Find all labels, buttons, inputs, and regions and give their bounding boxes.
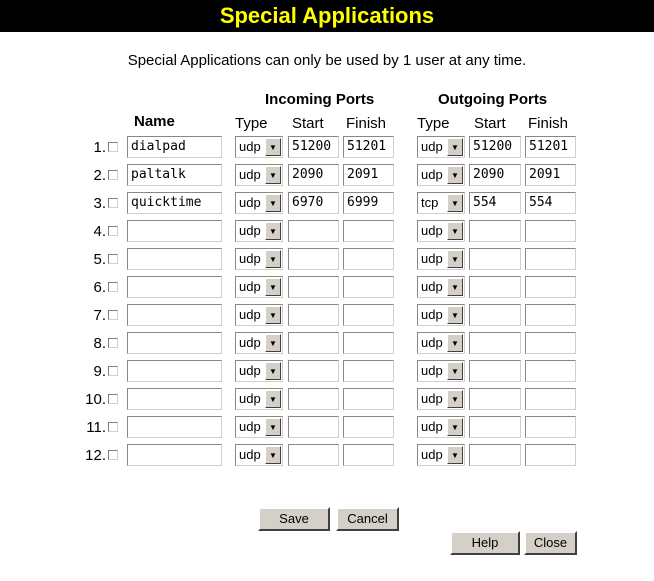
outgoing-type-value: udp — [421, 419, 443, 434]
row-enable-checkbox[interactable] — [108, 142, 118, 152]
dropdown-arrow-icon: ▼ — [265, 446, 281, 464]
incoming-type-select[interactable] — [235, 304, 283, 326]
outgoing-start-header: Start — [474, 115, 506, 132]
outgoing-type-value: udp — [421, 139, 443, 154]
incoming-start-input[interactable] — [288, 304, 339, 326]
outgoing-finish-input[interactable] — [525, 248, 576, 270]
row-number: 12. — [85, 447, 106, 464]
outgoing-type-value: tcp — [421, 195, 439, 210]
incoming-type-select[interactable] — [235, 164, 283, 186]
row-enable-checkbox[interactable] — [108, 366, 118, 376]
outgoing-type-value: udp — [421, 307, 443, 322]
dropdown-arrow-icon: ▼ — [447, 418, 463, 436]
dropdown-arrow-icon: ▼ — [265, 222, 281, 240]
outgoing-ports-header: Outgoing Ports — [438, 91, 548, 108]
usage-note: Special Applications can only be used by 1 user at any time. — [127, 52, 527, 69]
title-bar — [0, 0, 654, 32]
outgoing-start-input[interactable] — [469, 332, 521, 354]
outgoing-type-select[interactable] — [417, 164, 465, 186]
outgoing-start-input[interactable] — [469, 220, 521, 242]
outgoing-finish-input[interactable] — [525, 304, 576, 326]
name-input[interactable] — [127, 304, 222, 326]
dropdown-arrow-icon: ▼ — [265, 166, 281, 184]
table-row — [0, 192, 654, 216]
dropdown-arrow-icon: ▼ — [447, 138, 463, 156]
outgoing-finish-input[interactable]: 554 — [525, 192, 576, 214]
outgoing-finish-input[interactable] — [525, 276, 576, 298]
name-input[interactable] — [127, 332, 222, 354]
incoming-type-header: Type — [235, 115, 268, 132]
name-input[interactable] — [127, 388, 222, 410]
dropdown-arrow-icon: ▼ — [265, 138, 281, 156]
outgoing-start-input[interactable] — [469, 276, 521, 298]
outgoing-type-value: udp — [421, 223, 443, 238]
outgoing-finish-input[interactable] — [525, 220, 576, 242]
row-number: 9. — [93, 363, 106, 380]
incoming-type-value: udp — [239, 279, 261, 294]
incoming-finish-input[interactable]: 6999 — [343, 192, 394, 214]
dropdown-arrow-icon: ▼ — [447, 166, 463, 184]
incoming-type-select[interactable] — [235, 332, 283, 354]
outgoing-start-input[interactable]: 51200 — [469, 136, 521, 158]
incoming-start-input[interactable] — [288, 332, 339, 354]
save-button[interactable]: Save — [258, 507, 330, 531]
incoming-finish-input[interactable] — [343, 444, 394, 466]
incoming-finish-input[interactable] — [343, 388, 394, 410]
outgoing-start-input[interactable]: 554 — [469, 192, 521, 214]
incoming-finish-input[interactable] — [343, 220, 394, 242]
dropdown-arrow-icon: ▼ — [447, 222, 463, 240]
name-input[interactable] — [127, 276, 222, 298]
incoming-finish-header: Finish — [346, 115, 387, 132]
outgoing-start-input[interactable] — [469, 248, 521, 270]
row-number: 6. — [93, 279, 106, 296]
incoming-start-header: Start — [292, 115, 324, 132]
incoming-type-select[interactable] — [235, 360, 283, 382]
outgoing-type-value: udp — [421, 447, 443, 462]
name-input[interactable] — [127, 220, 222, 242]
outgoing-type-select[interactable] — [417, 192, 465, 214]
outgoing-finish-input[interactable]: 2091 — [525, 164, 576, 186]
row-number: 11. — [86, 419, 106, 436]
outgoing-start-input[interactable] — [469, 388, 521, 410]
name-input[interactable]: quicktime — [127, 192, 222, 214]
incoming-start-input[interactable]: 2090 — [288, 164, 339, 186]
incoming-type-select[interactable] — [235, 220, 283, 242]
incoming-start-input[interactable] — [288, 444, 339, 466]
incoming-finish-input[interactable] — [343, 360, 394, 382]
table-row — [0, 388, 654, 412]
dropdown-arrow-icon: ▼ — [447, 334, 463, 352]
incoming-start-input[interactable] — [288, 388, 339, 410]
dropdown-arrow-icon: ▼ — [265, 418, 281, 436]
dropdown-arrow-icon: ▼ — [265, 362, 281, 380]
name-input[interactable]: paltalk — [127, 164, 222, 186]
outgoing-finish-input[interactable] — [525, 416, 576, 438]
outgoing-start-input[interactable] — [469, 304, 521, 326]
outgoing-start-input[interactable] — [469, 444, 521, 466]
dropdown-arrow-icon: ▼ — [265, 306, 281, 324]
name-input[interactable] — [127, 248, 222, 270]
row-enable-checkbox[interactable] — [108, 338, 118, 348]
incoming-start-input[interactable] — [288, 248, 339, 270]
incoming-type-value: udp — [239, 139, 261, 154]
incoming-type-value: udp — [239, 167, 261, 182]
incoming-type-value: udp — [239, 335, 261, 350]
incoming-start-input[interactable] — [288, 360, 339, 382]
outgoing-type-value: udp — [421, 391, 443, 406]
outgoing-type-header: Type — [417, 115, 450, 132]
outgoing-finish-input[interactable] — [525, 388, 576, 410]
row-number: 8. — [93, 335, 106, 352]
outgoing-finish-input[interactable] — [525, 444, 576, 466]
incoming-finish-input[interactable] — [343, 304, 394, 326]
incoming-finish-input[interactable] — [343, 276, 394, 298]
incoming-type-value: udp — [239, 307, 261, 322]
dropdown-arrow-icon: ▼ — [447, 250, 463, 268]
row-enable-checkbox[interactable] — [108, 282, 118, 292]
incoming-type-select[interactable] — [235, 416, 283, 438]
outgoing-type-value: udp — [421, 335, 443, 350]
row-number: 4. — [93, 223, 106, 240]
incoming-type-value: udp — [239, 419, 261, 434]
incoming-type-value: udp — [239, 195, 261, 210]
incoming-finish-input[interactable] — [343, 248, 394, 270]
row-enable-checkbox[interactable] — [108, 394, 118, 404]
incoming-start-input[interactable]: 51200 — [288, 136, 339, 158]
incoming-ports-header: Incoming Ports — [265, 91, 375, 108]
incoming-type-value: udp — [239, 447, 261, 462]
dropdown-arrow-icon: ▼ — [265, 390, 281, 408]
dropdown-arrow-icon: ▼ — [265, 334, 281, 352]
outgoing-type-select[interactable] — [417, 360, 465, 382]
incoming-finish-input[interactable] — [343, 416, 394, 438]
dropdown-arrow-icon: ▼ — [265, 278, 281, 296]
outgoing-type-select[interactable] — [417, 276, 465, 298]
outgoing-type-select[interactable] — [417, 416, 465, 438]
table-row — [0, 220, 654, 244]
row-number: 2. — [93, 167, 106, 184]
table-row — [0, 444, 654, 468]
dropdown-arrow-icon: ▼ — [447, 306, 463, 324]
name-input[interactable] — [127, 416, 222, 438]
page-title: Special Applications — [219, 3, 435, 28]
table-row — [0, 332, 654, 356]
incoming-type-value: udp — [239, 391, 261, 406]
table-row — [0, 416, 654, 440]
dropdown-arrow-icon: ▼ — [447, 194, 463, 212]
table-row — [0, 304, 654, 328]
row-enable-checkbox[interactable] — [108, 226, 118, 236]
row-number: 10. — [85, 391, 106, 408]
incoming-type-value: udp — [239, 363, 261, 378]
outgoing-type-select[interactable] — [417, 332, 465, 354]
incoming-finish-input[interactable]: 51201 — [343, 136, 394, 158]
incoming-start-input[interactable] — [288, 220, 339, 242]
incoming-start-input[interactable] — [288, 276, 339, 298]
outgoing-type-value: udp — [421, 251, 443, 266]
dropdown-arrow-icon: ▼ — [447, 446, 463, 464]
incoming-type-select[interactable] — [235, 192, 283, 214]
name-input[interactable]: dialpad — [127, 136, 222, 158]
table-row — [0, 136, 654, 160]
name-column-header: Name — [134, 113, 175, 130]
incoming-type-select[interactable] — [235, 248, 283, 270]
incoming-type-select[interactable] — [235, 444, 283, 466]
row-enable-checkbox[interactable] — [108, 254, 118, 264]
dropdown-arrow-icon: ▼ — [447, 362, 463, 380]
name-input[interactable] — [127, 360, 222, 382]
row-number: 7. — [93, 307, 106, 324]
incoming-start-input[interactable] — [288, 416, 339, 438]
outgoing-start-input[interactable] — [469, 360, 521, 382]
outgoing-start-input[interactable] — [469, 416, 521, 438]
row-number: 3. — [93, 195, 106, 212]
table-row — [0, 360, 654, 384]
incoming-type-value: udp — [239, 223, 261, 238]
name-input[interactable] — [127, 444, 222, 466]
incoming-type-select[interactable] — [235, 388, 283, 410]
close-button[interactable]: Close — [524, 531, 577, 555]
outgoing-type-value: udp — [421, 167, 443, 182]
incoming-finish-input[interactable] — [343, 332, 394, 354]
outgoing-finish-input[interactable]: 51201 — [525, 136, 576, 158]
outgoing-finish-header: Finish — [528, 115, 569, 132]
help-button[interactable]: Help — [450, 531, 520, 555]
dropdown-arrow-icon: ▼ — [265, 194, 281, 212]
row-number: 5. — [93, 251, 106, 268]
outgoing-type-value: udp — [421, 279, 443, 294]
outgoing-start-input[interactable]: 2090 — [469, 164, 521, 186]
outgoing-type-select[interactable] — [417, 388, 465, 410]
cancel-button[interactable]: Cancel — [336, 507, 399, 531]
row-enable-checkbox[interactable] — [108, 198, 118, 208]
row-enable-checkbox[interactable] — [108, 450, 118, 460]
incoming-type-value: udp — [239, 251, 261, 266]
row-enable-checkbox[interactable] — [108, 170, 118, 180]
outgoing-type-select[interactable] — [417, 444, 465, 466]
incoming-start-input[interactable]: 6970 — [288, 192, 339, 214]
table-row — [0, 248, 654, 272]
dropdown-arrow-icon: ▼ — [447, 390, 463, 408]
row-enable-checkbox[interactable] — [108, 310, 118, 320]
incoming-type-select[interactable] — [235, 136, 283, 158]
outgoing-type-select[interactable] — [417, 248, 465, 270]
outgoing-type-select[interactable] — [417, 220, 465, 242]
dropdown-arrow-icon: ▼ — [447, 278, 463, 296]
outgoing-finish-input[interactable] — [525, 360, 576, 382]
outgoing-type-value: udp — [421, 363, 443, 378]
row-number: 1. — [93, 139, 106, 156]
outgoing-finish-input[interactable] — [525, 332, 576, 354]
incoming-type-select[interactable] — [235, 276, 283, 298]
outgoing-type-select[interactable] — [417, 304, 465, 326]
table-row — [0, 164, 654, 188]
table-row — [0, 276, 654, 300]
incoming-finish-input[interactable]: 2091 — [343, 164, 394, 186]
outgoing-type-select[interactable] — [417, 136, 465, 158]
dropdown-arrow-icon: ▼ — [265, 250, 281, 268]
row-enable-checkbox[interactable] — [108, 422, 118, 432]
